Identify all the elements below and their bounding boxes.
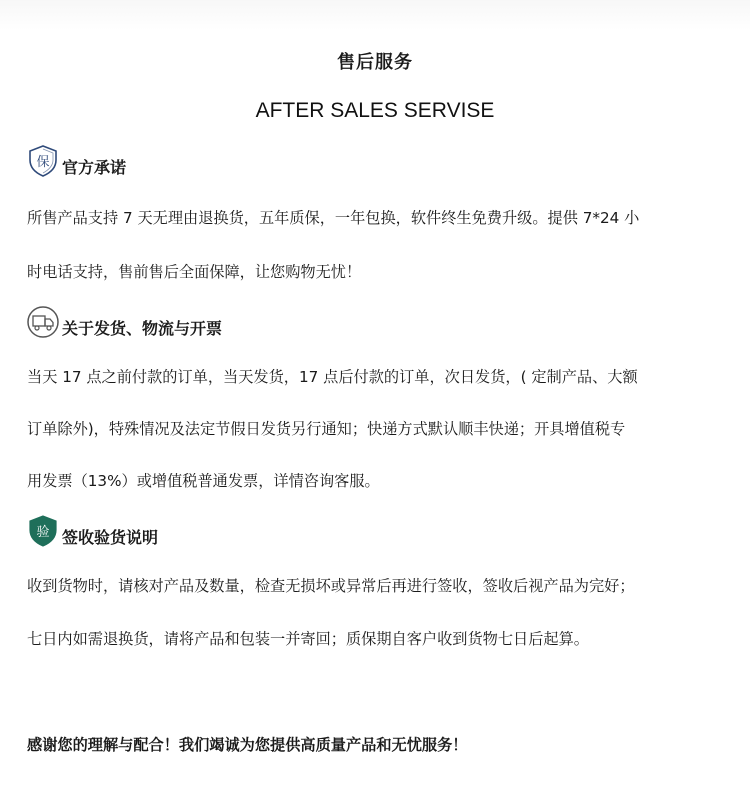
shield-icon	[26, 144, 60, 178]
inspection-shield-icon	[26, 514, 60, 548]
paragraph-line: 所售产品支持 7 天无理由退换货，五年质保，一年包换，软件终生免费升级。提供 7*24 小	[27, 209, 640, 227]
section-heading-shipping	[26, 303, 222, 339]
section-heading-inspection	[26, 512, 158, 548]
inspection-icon-char: 验	[36, 525, 50, 540]
paragraph-line: 当天 17 点之前付款的订单，当天发货，17 点后付款的订单，次日发货，( 定制产品、大额	[27, 368, 638, 386]
section-title: 官方承诺	[62, 158, 127, 177]
page-subtitle: AFTER SALES SERVISE	[255, 99, 495, 122]
section-title: 签收验货说明	[62, 528, 159, 547]
paragraph-line: 收到货物时，请核对产品及数量，检查无损坏或异常后再进行签收，签收后视产品为完好；	[27, 577, 635, 595]
section-heading-official-promise	[26, 142, 126, 178]
paragraph-line: 七日内如需退换货，请将产品和包装一并寄回；质保期自客户收到货物七日后起算。	[27, 630, 589, 648]
paragraph-line: 用发票（13%）或增值税普通发票，详情咨询客服。	[27, 472, 380, 490]
paragraph-line: 订单除外)，特殊情况及法定节假日发货另行通知；快递方式默认顺丰快递；开具增值税专	[27, 420, 626, 438]
closing-statement: 感谢您的理解与配合！我们竭诚为您提供高质量产品和无忧服务！	[27, 736, 468, 754]
page-title: 售后服务	[337, 52, 413, 73]
shield-icon-char: 保	[36, 155, 50, 170]
section-title: 关于发货、物流与开票	[62, 319, 223, 338]
delivery-truck-icon	[26, 305, 60, 339]
paragraph-line: 时电话支持，售前售后全面保障，让您购物无忧！	[27, 263, 362, 281]
